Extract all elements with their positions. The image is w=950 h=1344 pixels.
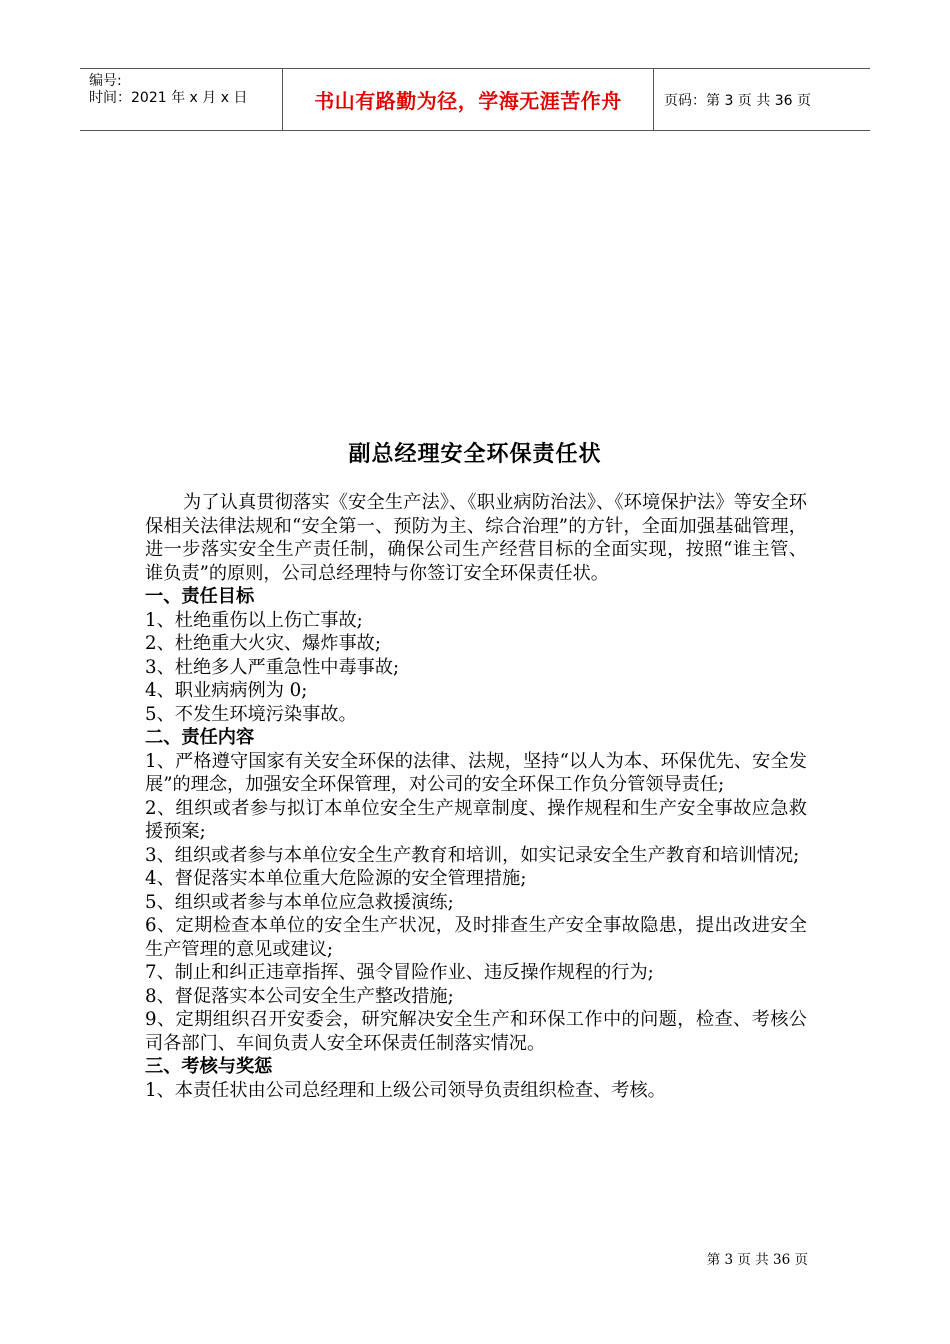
section-heading: 二、责任内容 — [145, 727, 255, 748]
document-date: 时间：2021 年 x 月 x 日 — [89, 90, 248, 106]
list-item: 2、组织或者参与拟订本单位安全生产规章制度、操作规程和生产安全事故应急救援预案; — [145, 797, 807, 842]
page-header — [80, 68, 870, 131]
list-item: 4、职业病病例为 0; — [145, 680, 308, 701]
list-item: 1、本责任状由公司总经理和上级公司领导负责组织检查、考核。 — [145, 1079, 666, 1101]
list-item: 6、定期检查本单位的安全生产状况，及时排查生产安全事故隐患，提出改进安全生产管理的意见或建议; — [145, 915, 807, 960]
header-page-number: 页码：第 3 页 共 36 页 — [664, 92, 811, 109]
list-item: 1、严格遵守国家有关安全环保的法律、法规，坚持“以人为本、环保优先、安全发展”的理念，加强安全环保管理，对公司的安全环保工作负分管领导责任; — [145, 750, 807, 795]
document-title: 副总经理安全环保责任状 — [348, 442, 602, 467]
list-item: 3、组织或者参与本单位安全生产教育和培训，如实记录安全生产教育和培训情况; — [145, 844, 800, 866]
page-footer: 第 3 页 共 36 页 — [706, 1252, 808, 1268]
list-item: 7、制止和纠正违章指挥、强令冒险作业、违反操作规程的行为; — [145, 962, 654, 983]
document-body — [145, 491, 807, 1102]
list-item: 5、不发生环境污染事故。 — [145, 703, 357, 725]
header-page-cell — [654, 69, 870, 130]
list-item: 5、组织或者参与本单位应急救援演练; — [145, 891, 454, 913]
header-motto-cell — [282, 69, 654, 130]
document-number: 编号: — [89, 73, 122, 89]
list-item: 4、督促落实本单位重大危险源的安全管理措施; — [145, 868, 527, 889]
section-heading: 三、考核与奖惩 — [145, 1056, 273, 1077]
list-item: 3、杜绝多人严重急性中毒事故; — [145, 656, 400, 678]
header-motto: 书山有路勤为径，学海无涯苦作舟 — [314, 89, 622, 113]
list-item: 8、督促落实本公司安全生产整改措施; — [145, 985, 454, 1007]
intro-paragraph: 为了认真贯彻落实《安全生产法》、《职业病防治法》、《环境保护法》等安全环保相关法律法规和“安全第一、预防为主、综合治理”的方针，全面加强基础管理，进一步落实安全生产责任制，确保公司生产经营目标的全面实现，按照“谁主管、谁负责”的原则，公司总经理特与你签订安全环保责任状。 — [145, 492, 807, 584]
list-item: 2、杜绝重大火灾、爆炸事故; — [145, 633, 381, 654]
section-heading: 一、责任目标 — [145, 586, 255, 607]
header-meta — [80, 69, 282, 130]
list-item: 9、定期组织召开安委会，研究解决安全生产和环保工作中的问题，检查、考核公司各部门、车间负责人安全环保责任制落实情况。 — [145, 1009, 807, 1054]
list-item: 1、杜绝重伤以上伤亡事故; — [145, 609, 363, 631]
